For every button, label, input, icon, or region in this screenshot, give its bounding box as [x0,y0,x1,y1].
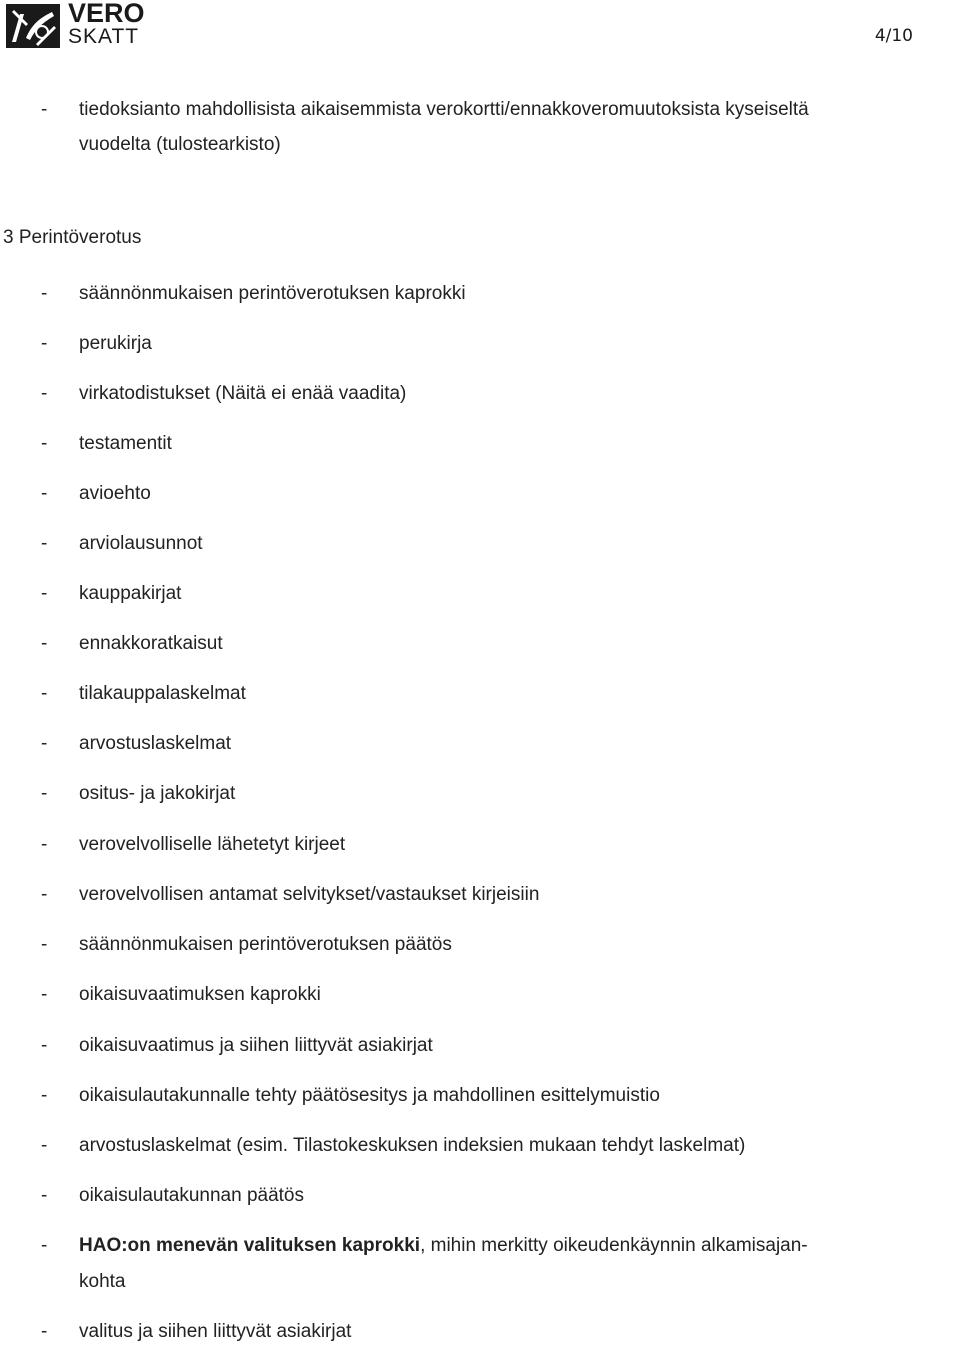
logo-skatt-text: SKATT [68,25,140,48]
list-dash: - [41,984,48,1005]
page-number: 4/10 [874,26,913,46]
list-item-text: säännönmukaisen perintöverotuksen kaprokki [79,283,466,304]
list-dash: - [41,783,48,804]
list-item-text: vuodelta (tulostearkisto) [79,134,281,155]
list-item-bold-text: HAO:on menevän valituksen kaprokki [79,1235,421,1256]
list-item-text [79,1228,960,1264]
list-dash: - [41,283,48,304]
list-dash: - [41,1321,48,1342]
list-item-text: oikaisulautakunnan päätös [79,1185,305,1206]
list-item-text: kauppakirjat [79,583,182,604]
list-item-text: oikaisuvaatimuksen kaprokki [79,984,321,1005]
list-dash: - [41,733,48,754]
list-dash: - [41,884,48,905]
list-item-text: testamentit [79,433,172,454]
list-dash: - [41,1185,48,1206]
list-dash: - [41,1035,48,1056]
list-dash: - [41,1235,48,1256]
list-item-text: arviolausunnot [79,533,203,554]
list-item-text: säännönmukaisen perintöverotuksen päätös [79,934,452,955]
list-dash: - [41,834,48,855]
list-dash: - [41,333,48,354]
list-item-text: valitus ja siihen liittyvät asiakirjat [79,1321,352,1342]
list-item-rest-text: , mihin merkitty oikeudenkäynnin alkamisajan- [420,1235,808,1256]
list-item-text: arvostuslaskelmat (esim. Tilastokeskuksen indeksien mukaan tehdyt laskelmat) [79,1135,746,1156]
list-item-text: avioehto [79,483,151,504]
list-item-text: oikaisuvaatimus ja siihen liittyvät asiakirjat [79,1035,433,1056]
list-item-text: oikaisulautakunnalle tehty päätösesitys ja mahdollinen esittelymuistio [79,1085,660,1106]
section-heading: 3 Perintöverotus [3,227,142,248]
vero-skatt-logo [4,2,162,50]
list-item-text: perukirja [79,333,152,354]
list-item-text: tilakauppalaskelmat [79,683,246,704]
list-item-text: kohta [79,1271,126,1292]
list-dash: - [41,483,48,504]
list-item-text: tiedoksianto mahdollisista aikaisemmista verokortti/ennakkoveromuutoksista kyseiseltä [79,99,809,120]
list-item-text: virkatodistukset (Näitä ei enää vaadita) [79,383,407,404]
list-dash: - [41,1135,48,1156]
list-item-text: verovelvolliselle lähetetyt kirjeet [79,834,346,855]
list-item-text: ennakkoratkaisut [79,633,223,654]
logo-vero-text: VERO [68,0,145,28]
vero-emblem-icon [6,4,60,48]
list-dash: - [41,633,48,654]
list-item-text: verovelvollisen antamat selvitykset/vastaukset kirjeisiin [79,884,540,905]
list-item-text: ositus- ja jakokirjat [79,783,236,804]
list-item-text: arvostuslaskelmat [79,733,232,754]
list-dash: - [41,533,48,554]
list-dash: - [41,433,48,454]
list-dash: - [41,683,48,704]
list-dash: - [41,934,48,955]
list-dash: - [41,383,48,404]
list-dash: - [41,1085,48,1106]
page-header [0,0,960,60]
list-dash: - [41,99,48,120]
list-dash: - [41,583,48,604]
